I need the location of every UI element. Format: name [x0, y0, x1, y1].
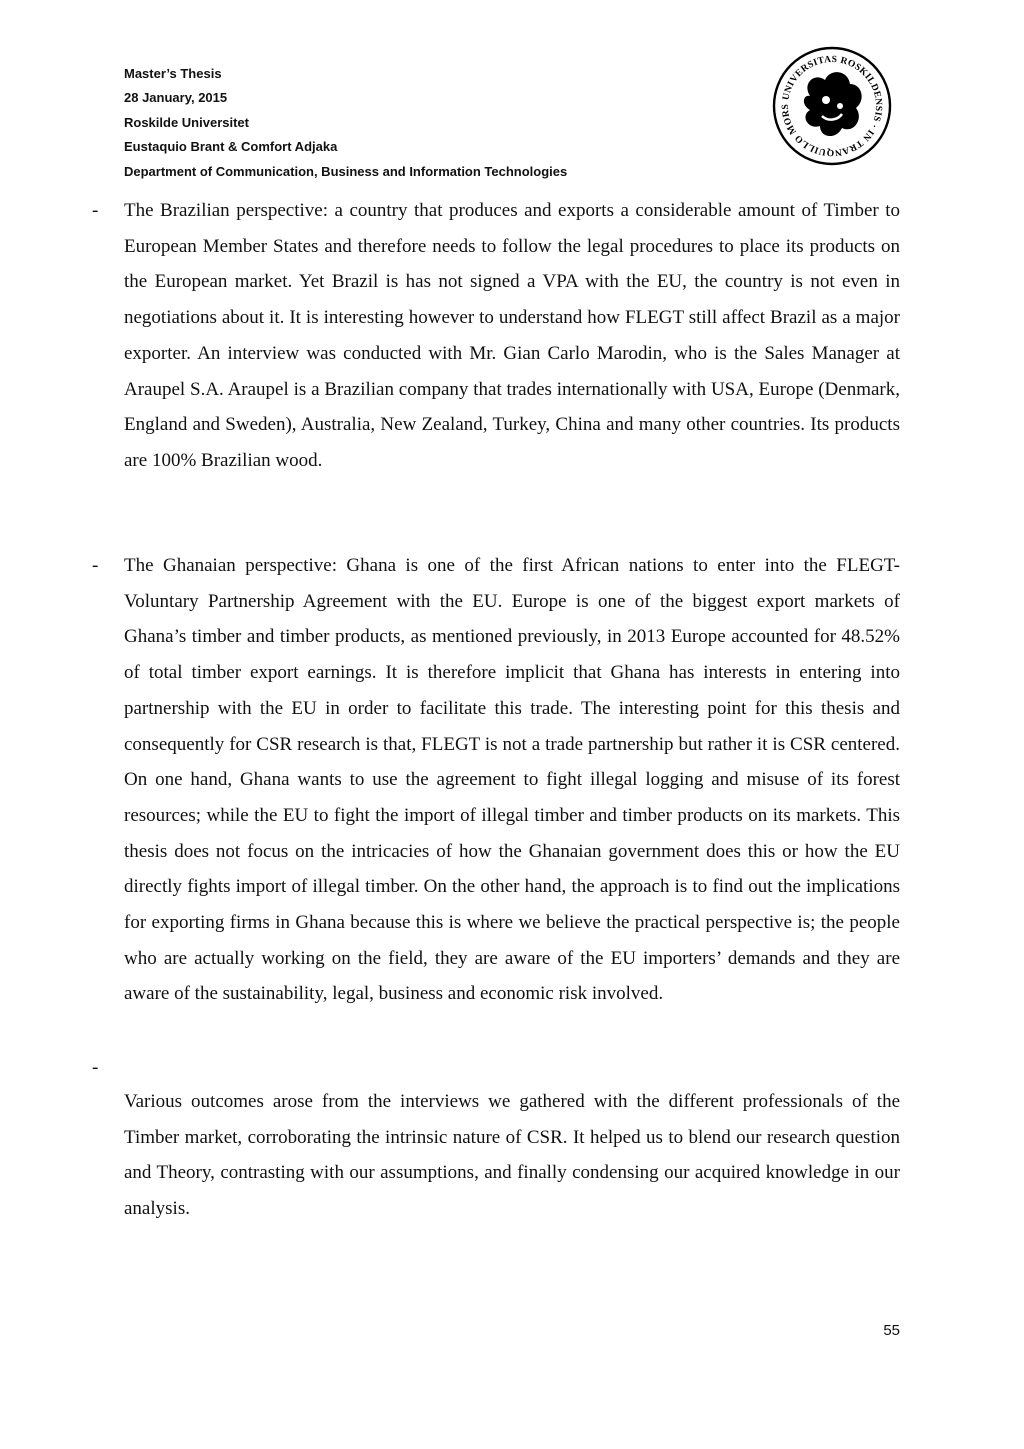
paragraph-brazilian-perspective: The Brazilian perspective: a country that produces and exports a considerable amount of Timber to European Member States and therefore needs to follow the legal procedures to place its products on the European market. Yet Brazil is has not signed a VPA with the EU, the country is not even in negotiations about it. It is interesting however to understand how FLEGT still affect Brazil as a major exporter. An interview was conducted with Mr. Gian Carlo Marodin, who is the Sales Manager at Araupel S.A. Araupel is a Brazilian company that trades internationally with USA, Europe (Denmark, England and Sweden), Australia, New Zealand, Turkey, China and many other countries. Its products are 100% Brazilian wood.	[124, 200, 900, 471]
bullet-marker: -	[92, 1057, 99, 1078]
page-number: 55	[883, 1322, 900, 1339]
svg-text:UNIVERSITAS ROSKILDENSIS · IN: UNIVERSITAS ROSKILDENSIS · IN TRANQUILLO MORS	[780, 54, 884, 158]
university-seal-icon	[770, 44, 894, 168]
paragraph-outcomes: Various outcomes arose from the interviews we gathered with the different professionals of the Timber market, corroborating the intrinsic nature of CSR. It helped us to blend our research question and Theory, contrasting with our assumptions, and finally condensing our acquired knowledge in our analysis.	[124, 1091, 900, 1220]
header-authors: Eustaquio Brant & Comfort Adjaka	[124, 139, 338, 155]
header-date: 28 January, 2015	[124, 90, 228, 106]
bullet-marker: -	[92, 200, 99, 221]
paragraph-ghanaian-perspective: The Ghanaian perspective: Ghana is one of the first African nations to enter into the FLEGT-Voluntary Partnership Agreement with the EU. Europe is one of the biggest export markets of Ghana’s timber and timber products, as mentioned previously, in 2013 Europe accounted for 48.52% of total timber export earnings. It is therefore implicit that Ghana has interests in entering into partnership with the EU in order to facilitate this trade. The interesting point for this thesis and consequently for CSR research is that, FLEGT is not a trade partnership but rather it is CSR centered. On one hand, Ghana wants to use the agreement to fight illegal logging and misuse of its forest resources; while the EU to fight the import of illegal timber and timber products on its markets. This thesis does not focus on the intricacies of how the Ghanaian government does this or how the EU directly fights import of illegal timber. On the other hand, the approach is to find out the implications for exporting firms in Ghana because this is where we believe the practical perspective is; the people who are actually working on the field, they are aware of the EU importers’ demands and they are aware of the sustainability, legal, business and economic risk involved.	[124, 555, 900, 1005]
header-department: Department of Communication, Business and Information Technologies	[124, 163, 568, 179]
header-thesis-type: Master’s Thesis	[124, 66, 222, 81]
page-header	[124, 62, 567, 184]
bullet-marker: -	[92, 555, 99, 576]
header-university: Roskilde Universitet	[124, 114, 249, 130]
